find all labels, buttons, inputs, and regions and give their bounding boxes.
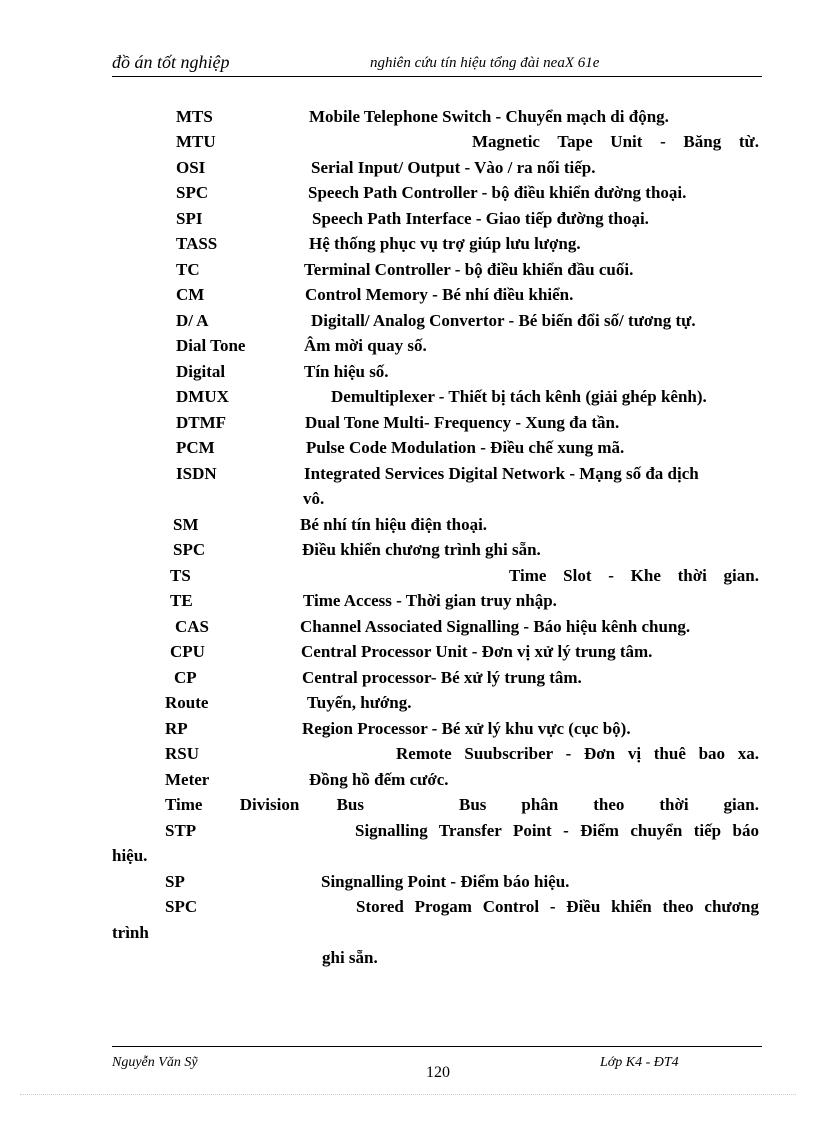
glossary-term: MTS: [176, 107, 213, 126]
glossary-term: Time Division Bus: [165, 795, 364, 814]
glossary-definition: hiệu.: [112, 846, 148, 865]
glossary-definition: Tuyến, hướng.: [307, 693, 412, 712]
glossary-definition: Pulse Code Modulation - Điều chế xung mã.: [306, 438, 625, 457]
glossary-definition: Signalling Transfer Point - Điểm chuyển tiếp báo: [355, 821, 759, 840]
glossary-definition: Central Processor Unit - Đơn vị xử lý trung tâm.: [301, 642, 653, 661]
glossary-term: CAS: [175, 617, 210, 636]
glossary-term: PCM: [176, 438, 215, 457]
glossary-term: TC: [176, 260, 200, 279]
glossary-definition: Time Access - Thời gian truy nhập.: [303, 591, 557, 610]
glossary-term: CM: [176, 285, 205, 304]
glossary-definition: Đồng hồ đếm cước.: [309, 770, 449, 789]
glossary-definition: ghi sẵn.: [322, 948, 378, 967]
glossary-term: DMUX: [176, 387, 229, 406]
glossary-definition: Speech Path Controller - bộ điều khiển đường thoại.: [308, 183, 687, 202]
glossary-term: SPC: [173, 540, 206, 559]
page-number: 120: [426, 1064, 450, 1081]
glossary-term: OSI: [176, 158, 206, 177]
bottom-dotted-line: [20, 1094, 796, 1095]
glossary-term: TS: [170, 566, 191, 585]
glossary-definition: Singnalling Point - Điểm báo hiệu.: [321, 872, 570, 891]
footer-author: Nguyễn Văn Sỹ: [112, 1055, 198, 1070]
glossary-definition: Magnetic Tape Unit - Băng từ.: [472, 132, 759, 151]
glossary-definition: vô.: [303, 489, 325, 508]
header-left: đồ án tốt nghiệp: [112, 52, 230, 72]
glossary-term: DTMF: [176, 413, 227, 432]
glossary-definition: Demultiplexer - Thiết bị tách kênh (giải ghép kênh).: [331, 387, 707, 406]
glossary-definition: Digitall/ Analog Convertor - Bé biến đổi số/ tương tự.: [311, 311, 696, 330]
glossary-term: SPC: [176, 183, 209, 202]
glossary-definition: Remote Suubscriber - Đơn vị thuê bao xa.: [396, 744, 759, 763]
glossary-definition: Âm mời quay số.: [304, 336, 427, 355]
glossary-definition: Bé nhí tín hiệu điện thoại.: [300, 515, 488, 534]
glossary-definition: Central processor- Bé xử lý trung tâm.: [302, 668, 582, 687]
glossary-definition: Control Memory - Bé nhí điều khiển.: [305, 285, 574, 304]
glossary-definition: Integrated Services Digital Network - Mạng số đa dịch: [304, 464, 699, 483]
glossary-term: Route: [165, 693, 209, 712]
glossary-term: TASS: [176, 234, 218, 253]
glossary-definition: Terminal Controller - bộ điều khiển đầu cuối.: [304, 260, 634, 279]
header-rule: [112, 76, 762, 77]
glossary-term: TE: [170, 591, 193, 610]
glossary-term: Meter: [165, 770, 210, 789]
glossary-term: SPI: [176, 209, 203, 228]
glossary-definition: Bus phân theo thời gian.: [459, 795, 759, 814]
glossary-term: CP: [174, 668, 197, 687]
footer-rule: [112, 1046, 762, 1047]
glossary-term: RP: [165, 719, 188, 738]
glossary-term: SM: [173, 515, 199, 534]
glossary-term: SP: [165, 872, 185, 891]
glossary-definition: Hệ thống phục vụ trợ giúp lưu lượng.: [309, 234, 581, 253]
glossary-definition: Region Processor - Bé xử lý khu vực (cục bộ).: [302, 719, 631, 738]
glossary-term: RSU: [165, 744, 200, 763]
glossary-term: D/ A: [176, 311, 209, 330]
glossary-definition: Time Slot - Khe thời gian.: [509, 566, 759, 585]
glossary-definition: trình: [112, 923, 149, 942]
glossary-term: STP: [165, 821, 197, 840]
glossary-term: SPC: [165, 897, 198, 916]
glossary-term: MTU: [176, 132, 216, 151]
glossary-definition: Dual Tone Multi- Frequency - Xung đa tần.: [305, 413, 620, 432]
glossary-definition: Channel Associated Signalling - Báo hiệu kênh chung.: [300, 617, 691, 636]
glossary-definition: Serial Input/ Output - Vào / ra nối tiếp.: [311, 158, 596, 177]
glossary-definition: Điều khiển chương trình ghi sẵn.: [302, 540, 541, 559]
glossary-term: CPU: [170, 642, 205, 661]
glossary-term: ISDN: [176, 464, 217, 483]
glossary-term: Digital: [176, 362, 226, 381]
glossary-definition: Stored Progam Control - Điều khiển theo chương: [356, 897, 759, 916]
header-title: nghiên cứu tín hiệu tổng đài neaX 61e: [370, 55, 600, 71]
footer-class: Lớp K4 - ĐT4: [600, 1055, 679, 1070]
glossary-definition: Mobile Telephone Switch - Chuyển mạch di động.: [309, 107, 669, 126]
glossary-definition: Tín hiệu số.: [304, 362, 389, 381]
glossary-definition: Speech Path Interface - Giao tiếp đường thoại.: [312, 209, 649, 228]
glossary-term: Dial Tone: [176, 336, 246, 355]
